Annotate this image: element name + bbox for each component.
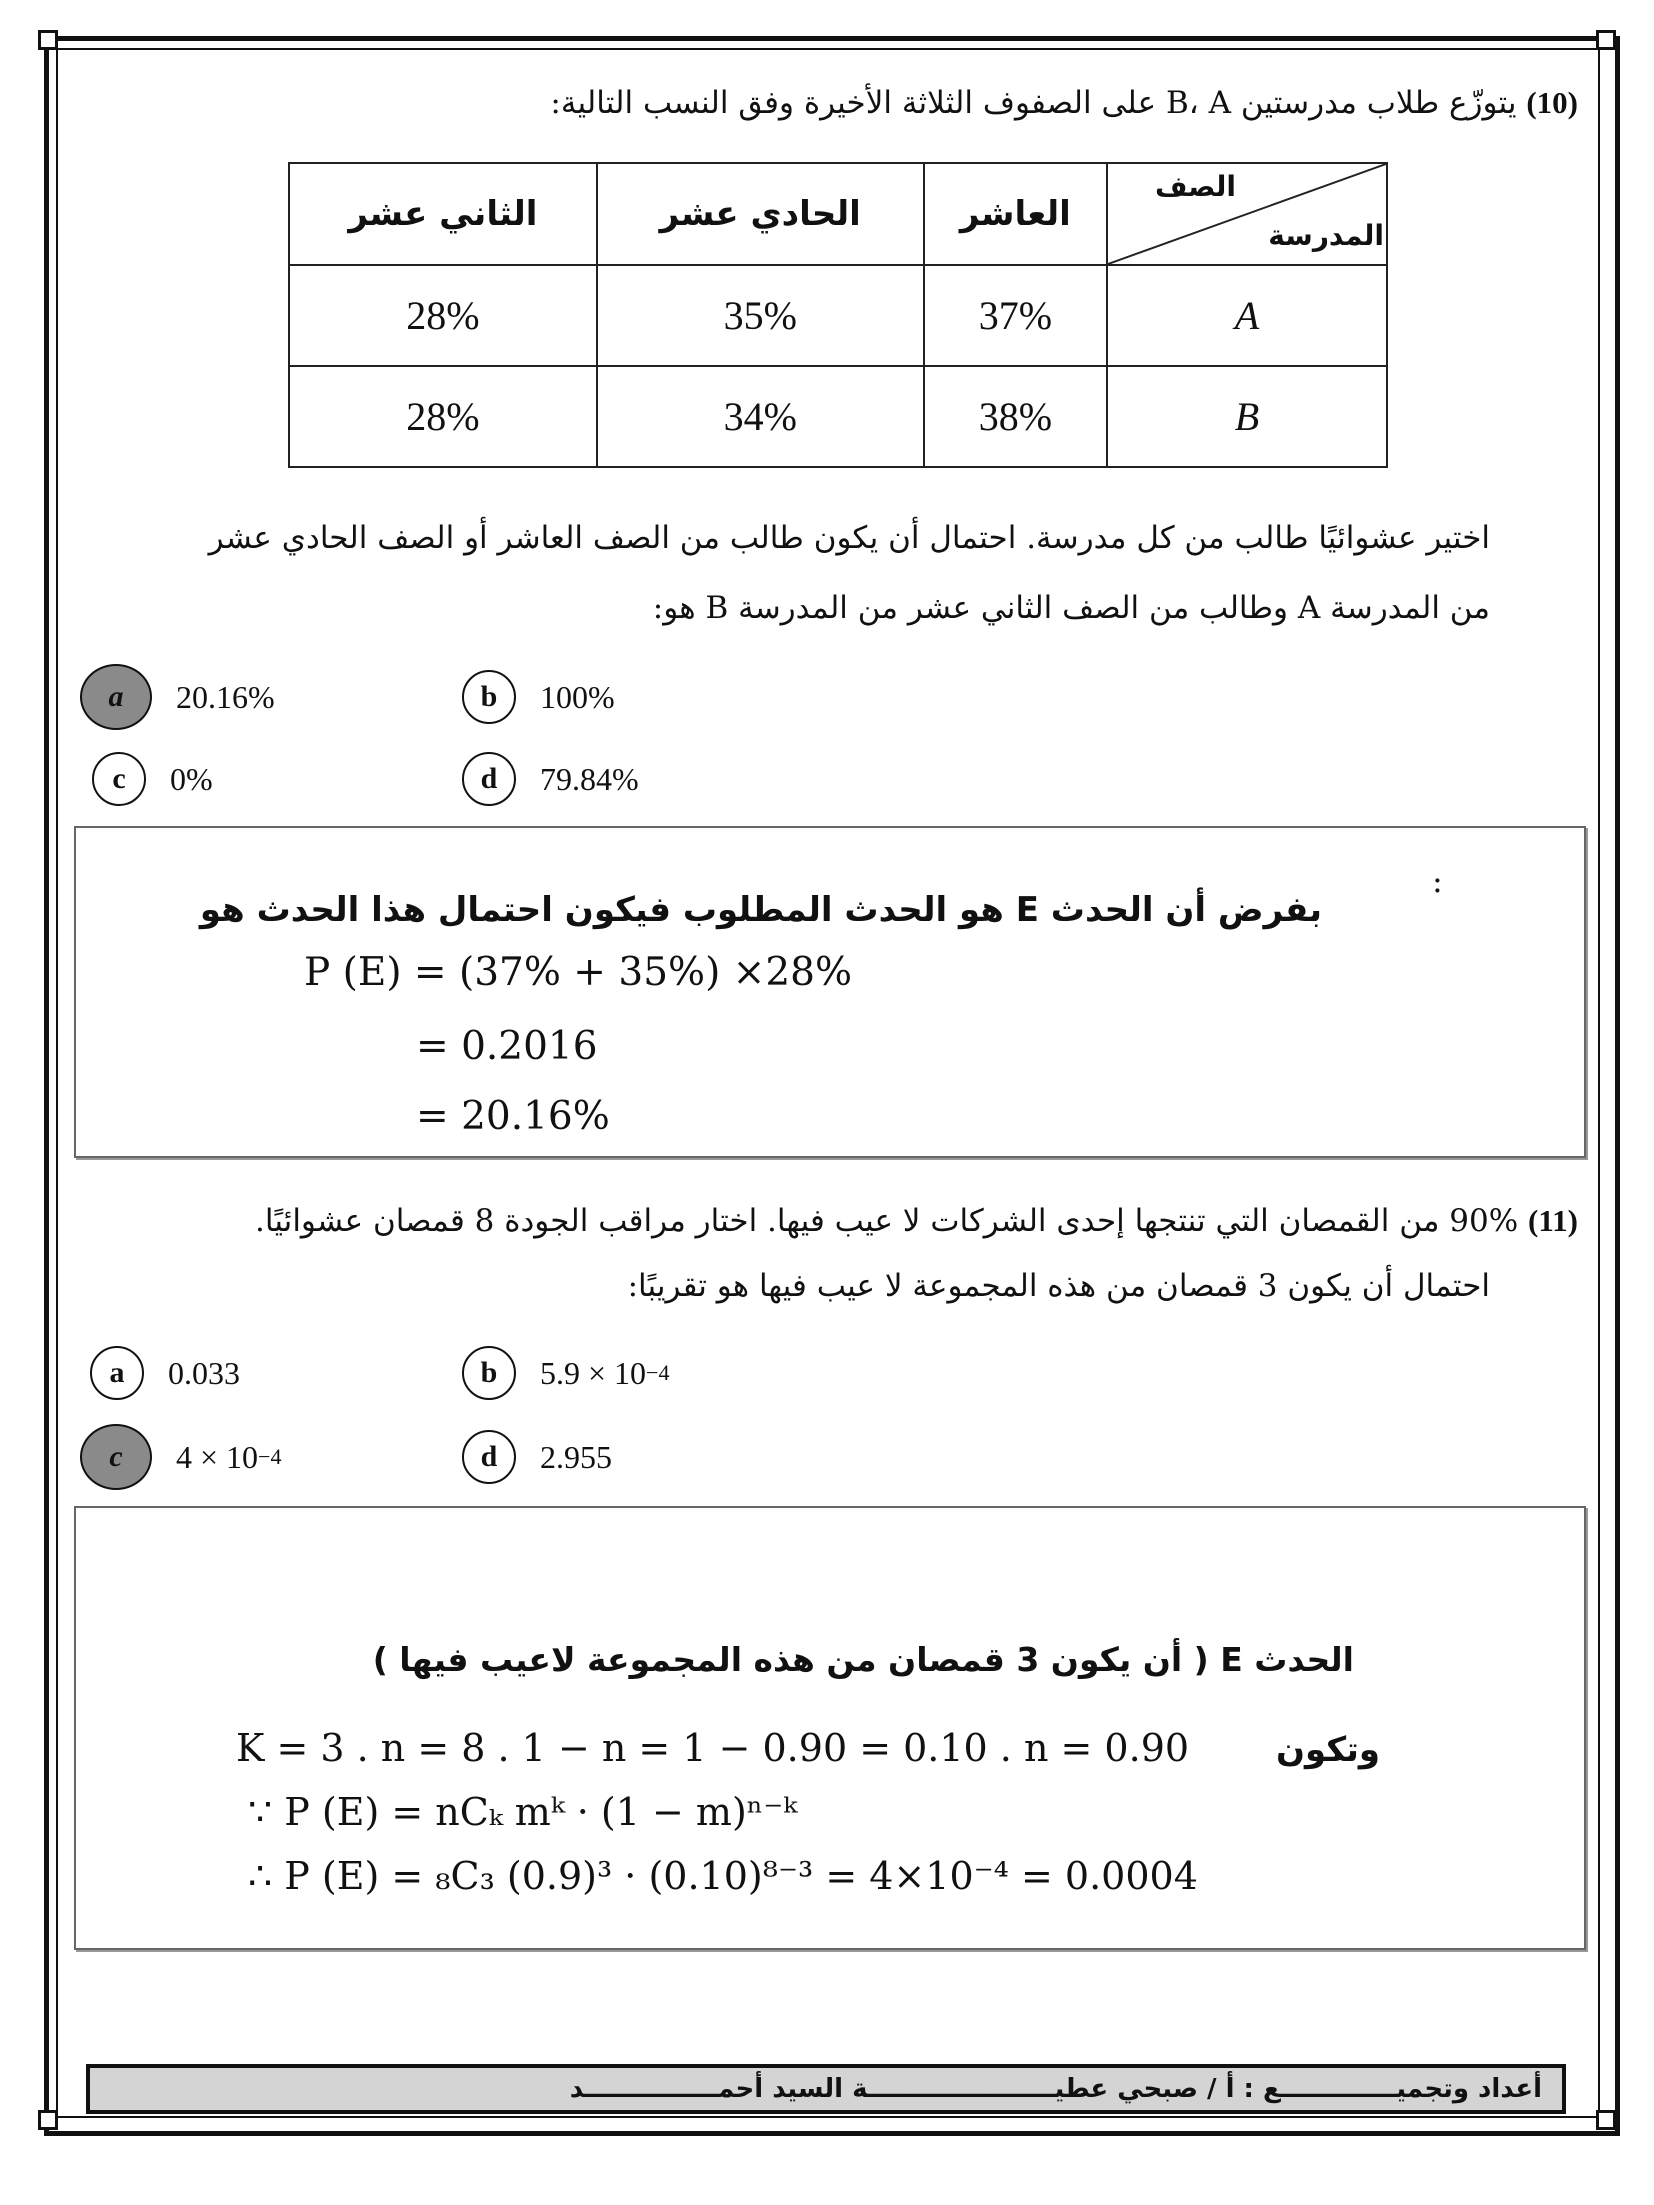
q11-option-c[interactable] — [80, 1424, 281, 1490]
header-grade-10: العاشر — [924, 163, 1107, 265]
corner-label-class: الصف — [1154, 170, 1236, 203]
q10-number: (10) — [1526, 85, 1578, 120]
option-text: 5.9 × 10 — [540, 1354, 647, 1391]
q11-option-d[interactable] — [462, 1430, 612, 1484]
frame-corner — [38, 2110, 58, 2130]
q11-option-a[interactable] — [90, 1346, 240, 1400]
row-label: B — [1107, 366, 1387, 467]
option-exponent: −4 — [258, 1444, 282, 1469]
frame-corner — [1596, 30, 1616, 50]
q11-number: (11) — [1528, 1203, 1578, 1238]
option-letter-circle: c — [80, 1424, 152, 1490]
q10-table — [288, 162, 1388, 468]
q10-option-d[interactable] — [462, 752, 639, 806]
table-cell: 38% — [924, 366, 1107, 467]
table-cell: 34% — [597, 366, 924, 467]
q10-question-line2: من المدرسة A وطالب من الصف الثاني عشر من المدرسة B هو: — [652, 590, 1490, 626]
q11-solution-box — [74, 1506, 1586, 1950]
q10-solution-heading: بفرض أن الحدث E هو الحدث المطلوب فيكون احتمال هذا الحدث هو — [199, 890, 1322, 930]
option-letter-circle: b — [462, 1346, 516, 1400]
header-grade-12: الثاني عشر — [289, 163, 597, 265]
q11-solution-line3: ∴ P (E) = ₈C₃ (0.9)³ · (0.10)⁸⁻³ = 4×10⁻⁴ = 0.0004 — [248, 1854, 1198, 1898]
option-letter-circle: a — [90, 1346, 144, 1400]
option-text: 2.955 — [540, 1438, 612, 1475]
q10-solution-box — [74, 826, 1586, 1158]
q11-line1 — [38, 1200, 1578, 1243]
q11-option-b[interactable] — [462, 1346, 669, 1400]
option-text: 4 × 10 — [176, 1438, 259, 1475]
option-exponent: −4 — [646, 1360, 670, 1385]
q10-solution-line3: = 20.16% — [416, 1094, 610, 1139]
table-cell: 37% — [924, 265, 1107, 366]
frame-corner — [1596, 2110, 1616, 2130]
q11-solution-word: وتكون — [1275, 1730, 1380, 1770]
option-text: 79.84% — [540, 760, 639, 797]
option-letter-circle: b — [462, 670, 516, 724]
q10-solution-line1: P (E) = (37% + 35%) ×28% — [304, 950, 853, 995]
option-text: 20.16% — [176, 678, 275, 715]
table-row — [289, 265, 1387, 366]
row-label: A — [1107, 265, 1387, 366]
footer-credit-text: أعداد وتجميـــــــــــــع : أ / صبحي عطيـــــــــــــــــــــة السيد أحمـــــــــــــــد — [569, 2074, 1542, 2104]
q10-intro — [78, 82, 1578, 125]
option-text: 0.033 — [168, 1354, 240, 1391]
solution-colon: : — [1432, 862, 1443, 900]
q10-solution-line2: = 0.2016 — [416, 1024, 598, 1069]
option-letter-circle: c — [92, 752, 146, 806]
option-letter-circle: d — [462, 1430, 516, 1484]
option-letter-circle: d — [462, 752, 516, 806]
q10-option-a[interactable] — [80, 664, 275, 730]
header-grade-11: الحادي عشر — [597, 163, 924, 265]
q11-solution-line2: ∵ P (E) = nCₖ mᵏ · (1 − m)ⁿ⁻ᵏ — [248, 1790, 798, 1834]
q10-question-line1: اختير عشوائيًا طالب من كل مدرسة. احتمال أن يكون طالب من الصف العاشر أو الصف الحادي عشر — [208, 520, 1490, 556]
option-text: 0% — [170, 760, 213, 797]
q10-option-c[interactable] — [92, 752, 213, 806]
q10-option-b[interactable] — [462, 670, 615, 724]
q11-solution-heading: الحدث E ( أن يكون 3 قمصان من هذه المجموعة لاعيب فيها ) — [372, 1640, 1354, 1679]
table-corner-cell — [1107, 163, 1387, 265]
option-letter-circle: a — [80, 664, 152, 730]
table-row — [289, 366, 1387, 467]
frame-corner — [38, 30, 58, 50]
q11-line2: احتمال أن يكون 3 قمصان من هذه المجموعة لا عيب فيها هو تقريبًا: — [627, 1268, 1490, 1304]
q11-line1-text: 90% من القمصان التي تنتجها إحدى الشركات لا عيب فيها. اختار مراقب الجودة 8 قمصان عشوائيًا. — [255, 1203, 1519, 1239]
table-cell: 35% — [597, 265, 924, 366]
option-text: 100% — [540, 678, 615, 715]
table-cell: 28% — [289, 366, 597, 467]
q11-solution-line1: K = 3 . n = 8 . 1 − n = 1 − 0.90 = 0.10 . n = 0.90 — [236, 1726, 1190, 1770]
q10-intro-text: يتوزّع طلاب مدرستين B، A على الصفوف الثلاثة الأخيرة وفق النسب التالية: — [550, 85, 1517, 121]
corner-label-school: المدرسة — [1268, 219, 1384, 252]
footer-credit-bar — [86, 2064, 1566, 2114]
table-cell: 28% — [289, 265, 597, 366]
